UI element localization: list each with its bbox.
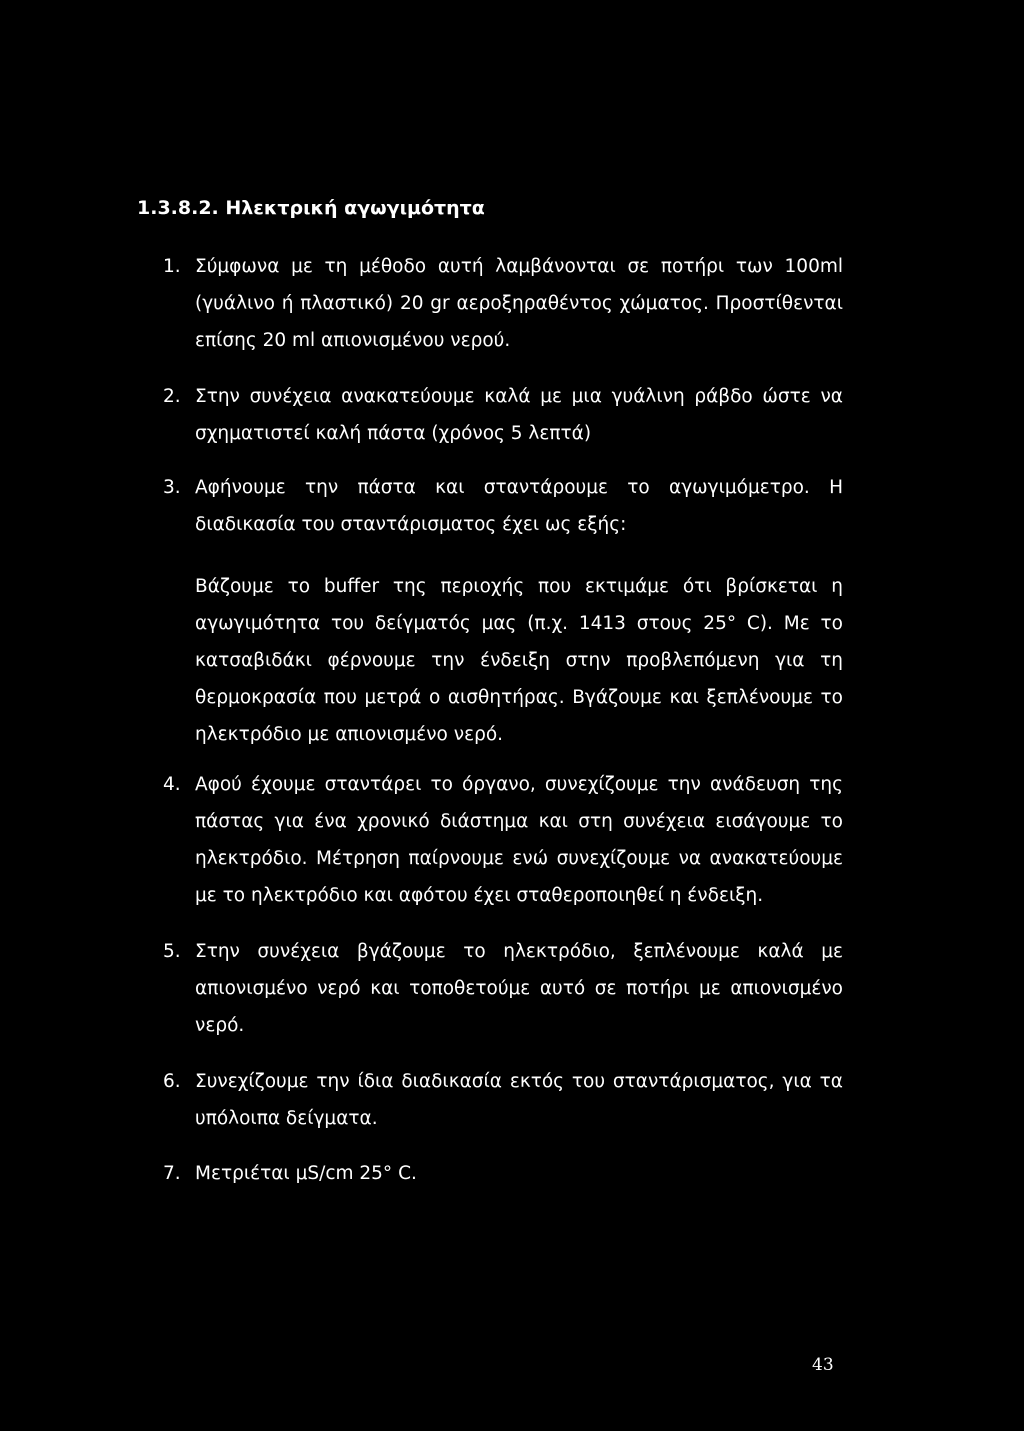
step-3 (163, 469, 843, 543)
section-heading: 1.3.8.2. Ηλεκτρική αγωγιμότητα (137, 197, 485, 219)
step-6 (163, 1063, 843, 1137)
step-number: 4. (163, 774, 181, 795)
step-5 (163, 933, 843, 1044)
step-text: Σύμφωνα με τη μέθοδο αυτή λαμβάνονται σε ποτήρι των 100ml (γυάλινο ή πλαστικό) 20 gr αεροξηραθέντος χώματος. Προστίθενται επίσης 20 ml απιονισμένου νερού. (195, 256, 843, 351)
page-number: 43 (812, 1355, 834, 1375)
step-2 (163, 378, 843, 452)
calibration-procedure: Βάζουμε το buffer της περιοχής που εκτιμάμε ότι βρίσκεται η αγωγιμότητα του δείγματός μας (π.χ. 1413 στους 25° C). Με το κατσαβιδάκι φέρνουμε την ένδειξη στην προβλεπόμενη για τη θερμοκρασία που μετρά ο αισθητήρας. Βγάζουμε και ξεπλένουμε το ηλεκτρόδιο με απιονισμένο νερό. (195, 576, 843, 745)
step-text: Αφήνουμε την πάστα και σταντάρουμε το αγωγιμόμετρο. Η διαδικασία του σταντάρισματος έχει ως εξής: (195, 477, 843, 535)
step-number: 3. (163, 477, 181, 498)
step-text: Μετριέται μS/cm 25° C. (195, 1163, 417, 1184)
step-text: Συνεχίζουμε την ίδια διαδικασία εκτός του σταντάρισματος, για τα υπόλοιπα δείγματα. (195, 1071, 843, 1129)
step-text: Στην συνέχεια βγάζουμε το ηλεκτρόδιο, ξεπλένουμε καλά με απιονισμένο νερό και τοποθετούμε αυτό σε ποτήρι με απιονισμένο νερό. (195, 941, 843, 1036)
step-text: Στην συνέχεια ανακατεύουμε καλά με μια γυάλινη ράβδο ώστε να σχηματιστεί καλή πάστα (χρόνος 5 λεπτά) (195, 386, 843, 444)
step-7 (163, 1155, 843, 1192)
step-4 (163, 766, 843, 914)
step-number: 1. (163, 256, 181, 277)
step-number: 5. (163, 941, 181, 962)
step-number: 7. (163, 1163, 181, 1184)
step-1 (163, 248, 843, 359)
step-number: 6. (163, 1071, 181, 1092)
step-text: Αφού έχουμε σταντάρει το όργανο, συνεχίζουμε την ανάδευση της πάστας για ένα χρονικό διάστημα και στη συνέχεια εισάγουμε το ηλεκτρόδιο. Μέτρηση παίρνουμε ενώ συνεχίζουμε να ανακατεύουμε με το ηλεκτρόδιο και αφότου έχει σταθεροποιηθεί η ένδειξη. (195, 774, 843, 906)
step-number: 2. (163, 386, 181, 407)
